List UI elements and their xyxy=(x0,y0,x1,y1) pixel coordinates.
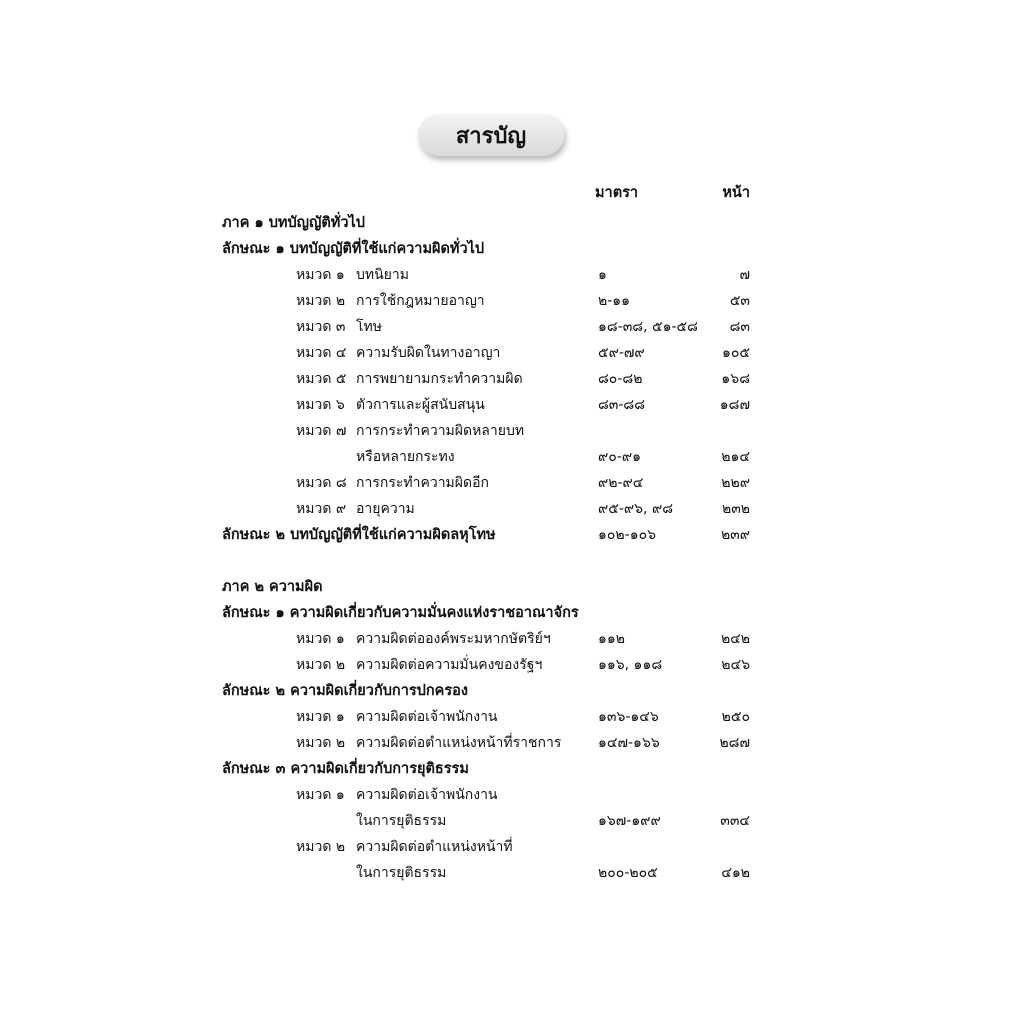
page-number: ๘๓ xyxy=(729,319,750,335)
chapter-title: การใช้กฎหมายอาญา xyxy=(356,293,485,309)
chapter-title-continuation: หรือหลายกระทง xyxy=(356,449,455,465)
toc-title-heading xyxy=(0,522,1024,548)
toc-title-heading xyxy=(0,678,1024,704)
page-number: ๓๓๔ xyxy=(720,813,750,829)
toc-chapter-row xyxy=(0,288,1024,314)
chapter-label: หมวด ๑ xyxy=(296,787,345,803)
toc-chapter-row xyxy=(0,392,1024,418)
chapter-label: หมวด ๗ xyxy=(296,423,347,439)
section-column-header: มาตรา xyxy=(595,185,639,201)
section-range: ๑๔๗-๑๖๖ xyxy=(598,735,660,751)
section-range: ๑๐๒-๑๐๖ xyxy=(598,527,657,543)
chapter-title: ความรับผิดในทางอาญา xyxy=(356,345,501,361)
section-range: ๑๖๗-๑๙๙ xyxy=(598,813,661,829)
chapter-label: หมวด ๑ xyxy=(296,267,345,283)
section-range: ๑ xyxy=(598,267,607,283)
toc-chapter-row xyxy=(0,782,1024,808)
page-number: ๒๓๒ xyxy=(721,501,750,517)
title-heading-text: ลักษณะ ๒ บทบัญญัติที่ใช้แก่ความผิดลหุโทษ xyxy=(222,527,496,543)
chapter-label: หมวด ๒ xyxy=(296,293,346,309)
section-range: ๙๒-๙๔ xyxy=(598,475,644,491)
page-number: ๒๑๔ xyxy=(721,449,750,465)
toc-chapter-row xyxy=(0,366,1024,392)
toc-chapter-row xyxy=(0,652,1024,678)
toc-chapter-row xyxy=(0,470,1024,496)
page-number: ๑๖๘ xyxy=(721,371,750,387)
toc-part-heading xyxy=(0,210,1024,236)
title-heading-text: ลักษณะ ๑ บทบัญญัติที่ใช้แก่ความผิดทั่วไป xyxy=(222,241,485,257)
chapter-label: หมวด ๒ xyxy=(296,735,346,751)
page-number: ๑๐๕ xyxy=(721,345,750,361)
page-number: ๒๔๖ xyxy=(721,657,750,673)
chapter-title: บทนิยาม xyxy=(356,267,409,283)
page-number: ๔๑๒ xyxy=(721,865,750,881)
toc-chapter-row xyxy=(0,704,1024,730)
chapter-title: ความผิดต่อตำแหน่งหน้าที่ราชการ xyxy=(356,735,562,751)
chapter-label: หมวด ๓ xyxy=(296,319,346,335)
page-number: ๕๓ xyxy=(729,293,750,309)
toc-chapter-row xyxy=(0,314,1024,340)
chapter-label: หมวด ๙ xyxy=(296,501,347,517)
chapter-title: ตัวการและผู้สนับสนุน xyxy=(356,397,485,413)
chapter-title: อายุความ xyxy=(356,501,415,517)
toc-chapter-row xyxy=(0,730,1024,756)
chapter-label: หมวด ๑ xyxy=(296,709,345,725)
section-range: ๑๘-๓๘, ๕๑-๕๘ xyxy=(598,319,698,335)
toc-chapter-row xyxy=(0,340,1024,366)
section-range: ๘๓-๘๘ xyxy=(598,397,646,413)
part-heading-text: ภาค ๑ บทบัญญัติทั่วไป xyxy=(222,215,365,231)
chapter-label: หมวด ๘ xyxy=(296,475,347,491)
page-number: ๒๘๗ xyxy=(719,735,750,751)
section-range: ๒-๑๑ xyxy=(598,293,631,309)
page-column-header: หน้า xyxy=(722,185,750,201)
section-range: ๑๑๖, ๑๑๘ xyxy=(598,657,663,673)
section-range: ๑๑๒ xyxy=(598,631,626,647)
chapter-title-continuation: ในการยุติธรรม xyxy=(356,865,447,881)
chapter-title: ความผิดต่อองค์พระมหากษัตริย์ฯ xyxy=(356,631,551,647)
section-range: ๒๐๐-๒๐๕ xyxy=(598,865,658,881)
column-header-row xyxy=(0,180,1024,206)
chapter-label: หมวด ๖ xyxy=(296,397,345,413)
part-heading-text: ภาค ๒ ความผิด xyxy=(222,579,323,595)
toc-chapter-row xyxy=(0,626,1024,652)
toc-part-heading xyxy=(0,574,1024,600)
chapter-label: หมวด ๒ xyxy=(296,839,346,855)
page-title: สารบัญ xyxy=(455,123,527,149)
toc-title-heading xyxy=(0,600,1024,626)
toc-title-heading xyxy=(0,236,1024,262)
chapter-title: การกระทำความผิดหลายบท xyxy=(356,423,525,439)
chapter-title: ความผิดต่อตำแหน่งหน้าที่ xyxy=(356,839,513,855)
chapter-label: หมวด ๒ xyxy=(296,657,346,673)
section-range: ๘๐-๘๒ xyxy=(598,371,643,387)
toc-chapter-row xyxy=(0,418,1024,444)
toc-title-heading xyxy=(0,756,1024,782)
section-range: ๙๕-๙๖, ๙๘ xyxy=(598,501,673,517)
chapter-label: หมวด ๕ xyxy=(296,371,347,387)
chapter-title-continuation: ในการยุติธรรม xyxy=(356,813,447,829)
page-number: ๒๒๙ xyxy=(721,475,750,491)
toc-chapter-row xyxy=(0,262,1024,288)
toc-chapter-continuation xyxy=(0,860,1024,886)
page-number: ๒๔๒ xyxy=(720,631,750,647)
chapter-title: ความผิดต่อเจ้าพนักงาน xyxy=(356,709,498,725)
page-number: ๗ xyxy=(739,267,750,283)
page-number: ๒๓๙ xyxy=(720,527,750,543)
section-range: ๕๙-๗๙ xyxy=(598,345,645,361)
title-heading-text: ลักษณะ ๑ ความผิดเกี่ยวกับความมั่นคงแห่งราชอาณาจักร xyxy=(222,605,579,621)
chapter-title: การพยายามกระทำความผิด xyxy=(356,371,523,387)
chapter-label: หมวด ๑ xyxy=(296,631,345,647)
section-range: ๙๐-๙๑ xyxy=(598,449,641,465)
section-range: ๑๓๖-๑๔๖ xyxy=(598,709,659,725)
toc-chapter-continuation xyxy=(0,808,1024,834)
toc-chapter-continuation xyxy=(0,444,1024,470)
page-number: ๑๘๗ xyxy=(719,397,750,413)
toc-title-banner xyxy=(418,114,564,156)
chapter-label: หมวด ๔ xyxy=(296,345,347,361)
title-heading-text: ลักษณะ ๓ ความผิดเกี่ยวกับการยุติธรรม xyxy=(222,761,469,777)
toc-chapter-row xyxy=(0,496,1024,522)
toc-chapter-row xyxy=(0,834,1024,860)
chapter-title: ความผิดต่อความมั่นคงของรัฐฯ xyxy=(356,657,543,673)
title-heading-text: ลักษณะ ๒ ความผิดเกี่ยวกับการปกครอง xyxy=(222,683,468,699)
chapter-title: การกระทำความผิดอีก xyxy=(356,475,489,491)
chapter-title: ความผิดต่อเจ้าพนักงาน xyxy=(356,787,498,803)
chapter-title: โทษ xyxy=(356,319,382,335)
page-number: ๒๕๐ xyxy=(721,709,750,725)
